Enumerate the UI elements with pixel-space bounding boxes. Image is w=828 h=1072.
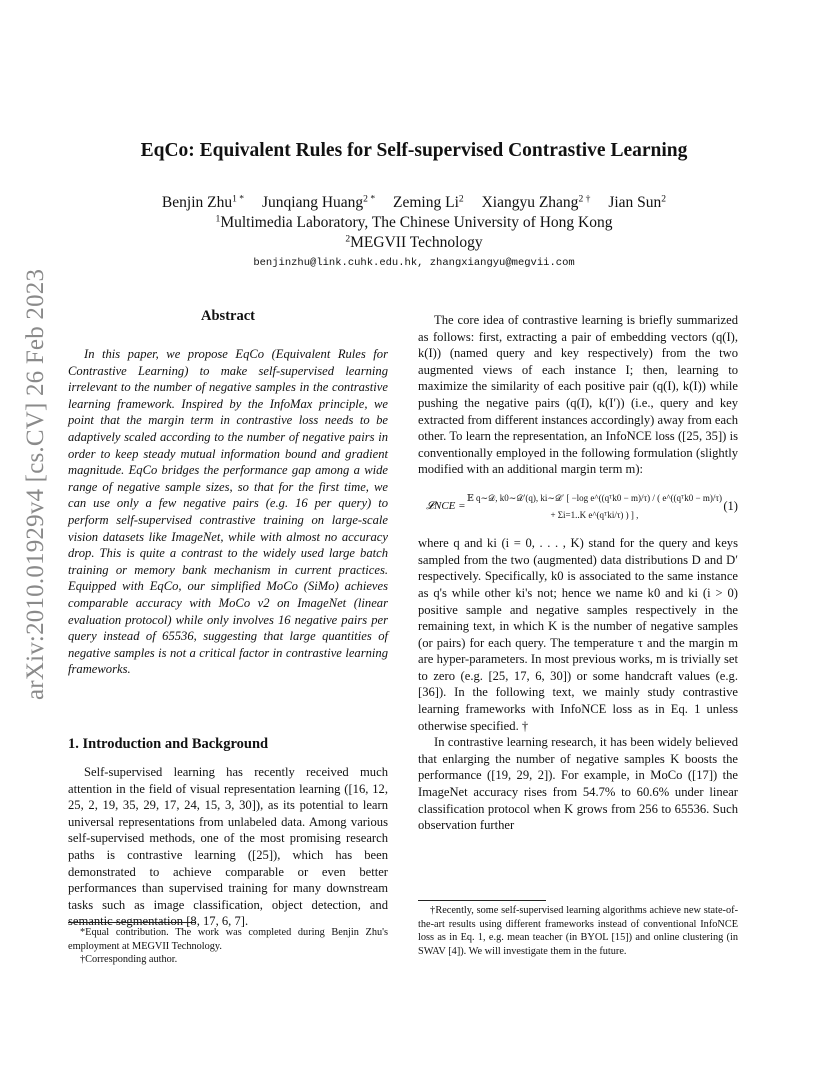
abstract-text: In this paper, we propose EqCo (Equivalent Rules for Contrastive Learning) to make self-supervised learning irrelevant to the number of negative samples in the contrastive learning framework. Inspired by the InfoMax principle, we point that the margin term in contrastive loss needs to be adaptively scaled according to the number of negative pairs in order to keep steady mutual information bound and gradient magnitude. EqCo bridges the performance gap among a wide range of negative sample sizes, so that for the first time, we can use only a few negative pairs (e.g. 16 per query) to perform self-supervised contrastive training on large-scale vision datasets like ImageNet, while with almost no accuracy drop. This is quite a contrast to the widely used large batch training or memory bank mechanism in current practices. Equipped with EqCo, our simplified MoCo (SiMo) achieves comparable accuracy with MoCo v2 on ImageNet (linear evaluation protocol) while only involves 16 negative pairs per query instead of 65536, suggesting that large quantities of negative samples is not a critical factor in contrastive learning frameworks. [68,347,388,677]
arxiv-stamp: arXiv:2010.01929v4 [cs.CV] 26 Feb 2023 [22,268,49,700]
equation-log-term: [ −log e^((qᵀk0 − m)/τ) / ( e^((qᵀk0 − m)/τ) + Σi=1..K e^(qᵀki/τ) ) ] , [550,492,722,520]
intro-paragraph-4: In contrastive learning research, it has been widely believed that enlarging the number of negative samples K boosts the performance ([19, 29, 2]). For example, in MoCo ([17]) the ImageNet accuracy rises from 54.7% to 60.6% under linear classification protocol when K grows from 256 to 65536. Such observation further [418,735,738,833]
intro-paragraph-1: Self-supervised learning has recently received much attention in the field of visual representation learning ([16, 12, 25, 2, 19, 35, 29, 17, 24, 15, 3, 30]), as its potential to learn universal representations from unlabeled data. Among various self-supervised methods, one of the most promising research paths is contrastive learning ([25]), which has been demonstrated to achieve comparable or even better performances than supervised training for many downstream tasks such as image classification, object detection, and semantic segmentation [8, 17, 6, 7]. [68,765,388,929]
author: Benjin Zhu$^{1 *}$ [161,193,245,211]
footnote-right: †Recently, some self-supervised learning algorithms achieve new state-of-the-art results using different frameworks instead of conventional InfoNCE loss as in Eq. 1, e.g. mean teacher (in BYOL [15]) and online clustering (in SWAV [4]). We will investigate them in the future. [418,905,738,957]
footnote-corresponding-author: †Corresponding author. [80,954,178,966]
paper-title: EqCo: Equivalent Rules for Self-supervised Contrastive Learning [140,140,688,161]
equation-number: (1) [723,499,738,514]
footnote-equal-contribution: *Equal contribution. The work was completed during Benjin Zhu's employment at MEGVII Technology. [68,927,388,952]
author: Xiangyu Zhang$^{2 \dagger}$ [481,193,591,211]
footnotes-left [68,926,388,967]
equation-body [466,490,724,523]
author: Zeming Li$^2$ [393,193,464,211]
right-column [418,312,738,834]
author: Junqiang Huang$^{2 *}$ [261,193,376,211]
author: Jian Sun$^2$ [608,193,667,211]
author-list [0,194,828,212]
intro-paragraph-2: The core idea of contrastive learning is briefly summarized as follows: first, extracting a pair of embedding vectors (q(I), k(I)) (named query and key respectively) from the two augmented views of each instance I; then, learning to maximize the similarity of each positive pair (q(I), k(I)) while pushing the negative pairs (q(I), k(I′)) (i.e., query and key extracted from different instances accordingly) away from each other. To learn the representation, an InfoNCE loss ([25, 35]) is conventionally employed in the following formulation (slightly modified with an additional margin term m): [418,313,738,477]
author-emails: benjinzhu@link.cuhk.edu.hk, zhangxiangyu@megvii.com [253,257,575,269]
equation-expectation: 𝔼 q∼𝒟, k0∼𝒟′(q), ki∼𝒟′ [466,492,565,503]
intro-paragraph-3: where q and ki (i = 0, . . . , K) stand for the query and keys sampled from the two (augmented) data distributions D and D′ respectively. Specifically, k0 is associated to the same instance as q's while other ki's not; hence we name k0 and ki (i > 0) positive sample and negative samples respectively in the remaining text, in which K is the number of negative samples (or pairs) for each query. The temperature τ and the margin m are hyper-parameters. In most previous works, m is trivially set to zero (e.g. [25, 17, 6, 30]) or some handcraft values (e.g. [36]). In the following text, we mainly study contrastive learning frameworks with InfoNCE loss as in Eq. 1 unless otherwise specified. † [418,536,738,733]
equation-lhs: 𝓛NCE = [426,500,466,513]
affiliation-2: $^2$MEGVII Technology [345,233,483,251]
affiliation-1: $^1$Multimedia Laboratory, The Chinese University of Hong Kong [215,213,613,231]
equation-1 [426,490,738,523]
section-heading-introduction: 1. Introduction and Background [68,736,269,752]
footnote-rule-left [68,922,196,923]
abstract-heading: Abstract [201,308,255,324]
footnote-rule-right [418,900,546,901]
